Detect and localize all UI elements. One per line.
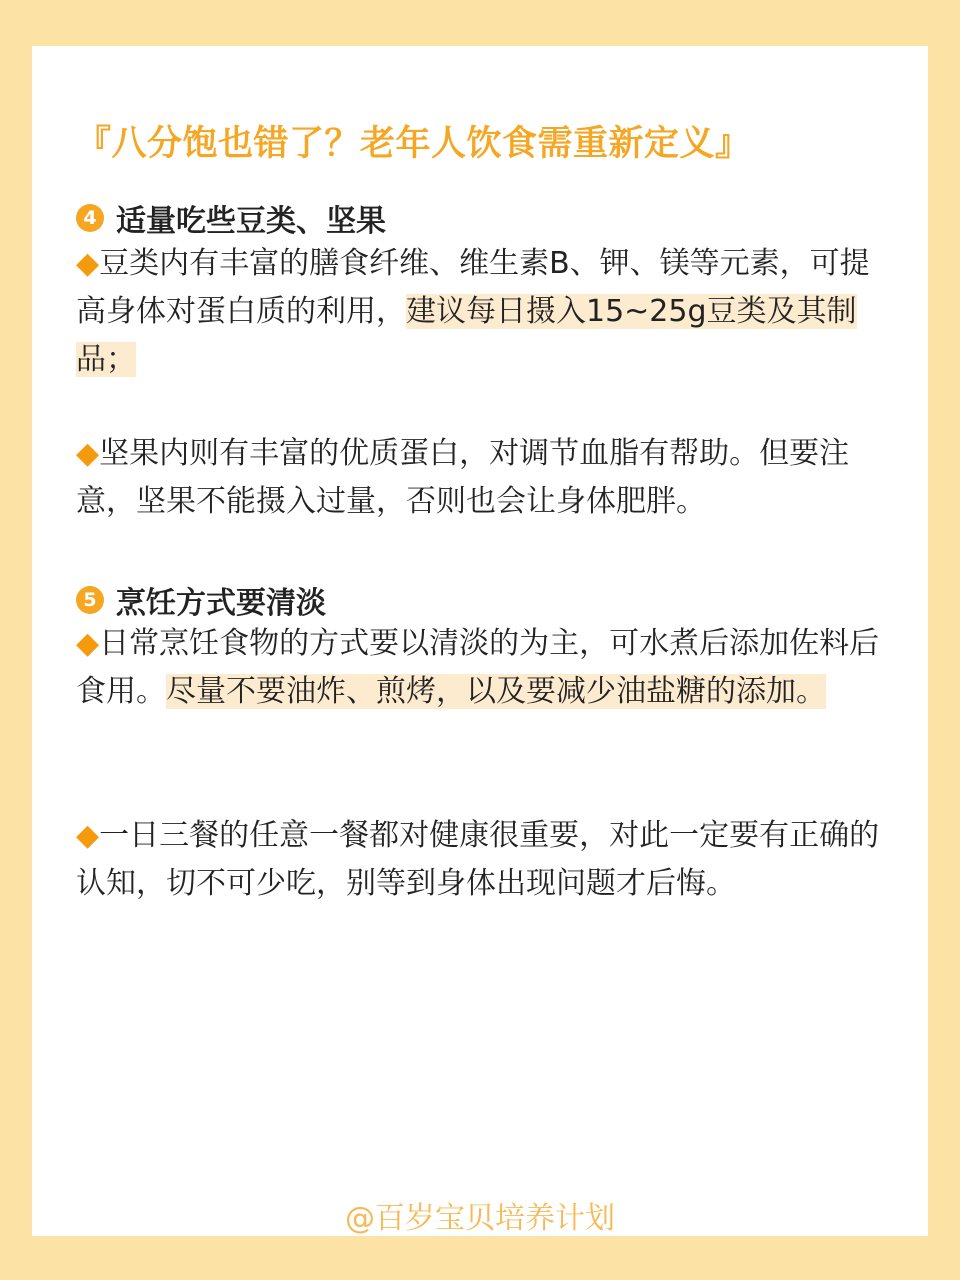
paragraph-meals [76,812,896,908]
page-title: 『八分饱也错了？老年人饮食需重新定义』 [76,124,751,164]
highlighted-text: 建议每日摄入15~25g豆类及其制品； [76,294,857,377]
paragraph-text: 坚果内则有丰富的优质蛋白，对调节血脂有帮助。但要注意，坚果不能摄入过量，否则也会让身体肥胖。 [76,436,850,519]
content-card [32,46,928,1236]
paragraph-text: 一日三餐的任意一餐都对健康很重要，对此一定要有正确的认知，切不可少吃，别等到身体出现问题才后悔。 [76,818,880,901]
section-heading-5 [76,578,326,622]
paragraph-text: 日常烹饪食物的方式要以清淡的为主，可水煮后添加佐料后食用。 [76,626,880,709]
number-badge-4: 4 [76,204,104,232]
paragraph-text: 豆类内有丰富的膳食纤维、维生素B、钾、镁等元素，可提高身体对蛋白质的利用， [76,246,870,329]
paragraph-beans [76,240,896,384]
section-heading-4 [76,196,386,240]
diamond-bullet-icon: ◆ [76,818,100,853]
diamond-bullet-icon: ◆ [76,246,100,281]
diamond-bullet-icon: ◆ [76,436,100,471]
section-heading-text: 适量吃些豆类、坚果 [116,204,386,239]
author-handle: @百岁宝贝培养计划 [345,1201,615,1236]
highlighted-text: 尽量不要油炸、煎烤，以及要减少油盐糖的添加。 [166,674,826,709]
paragraph-cooking [76,620,896,716]
paragraph-nuts [76,430,896,526]
number-badge-5: 5 [76,586,104,614]
diamond-bullet-icon: ◆ [76,626,100,661]
section-heading-text: 烹饪方式要清淡 [116,586,326,621]
